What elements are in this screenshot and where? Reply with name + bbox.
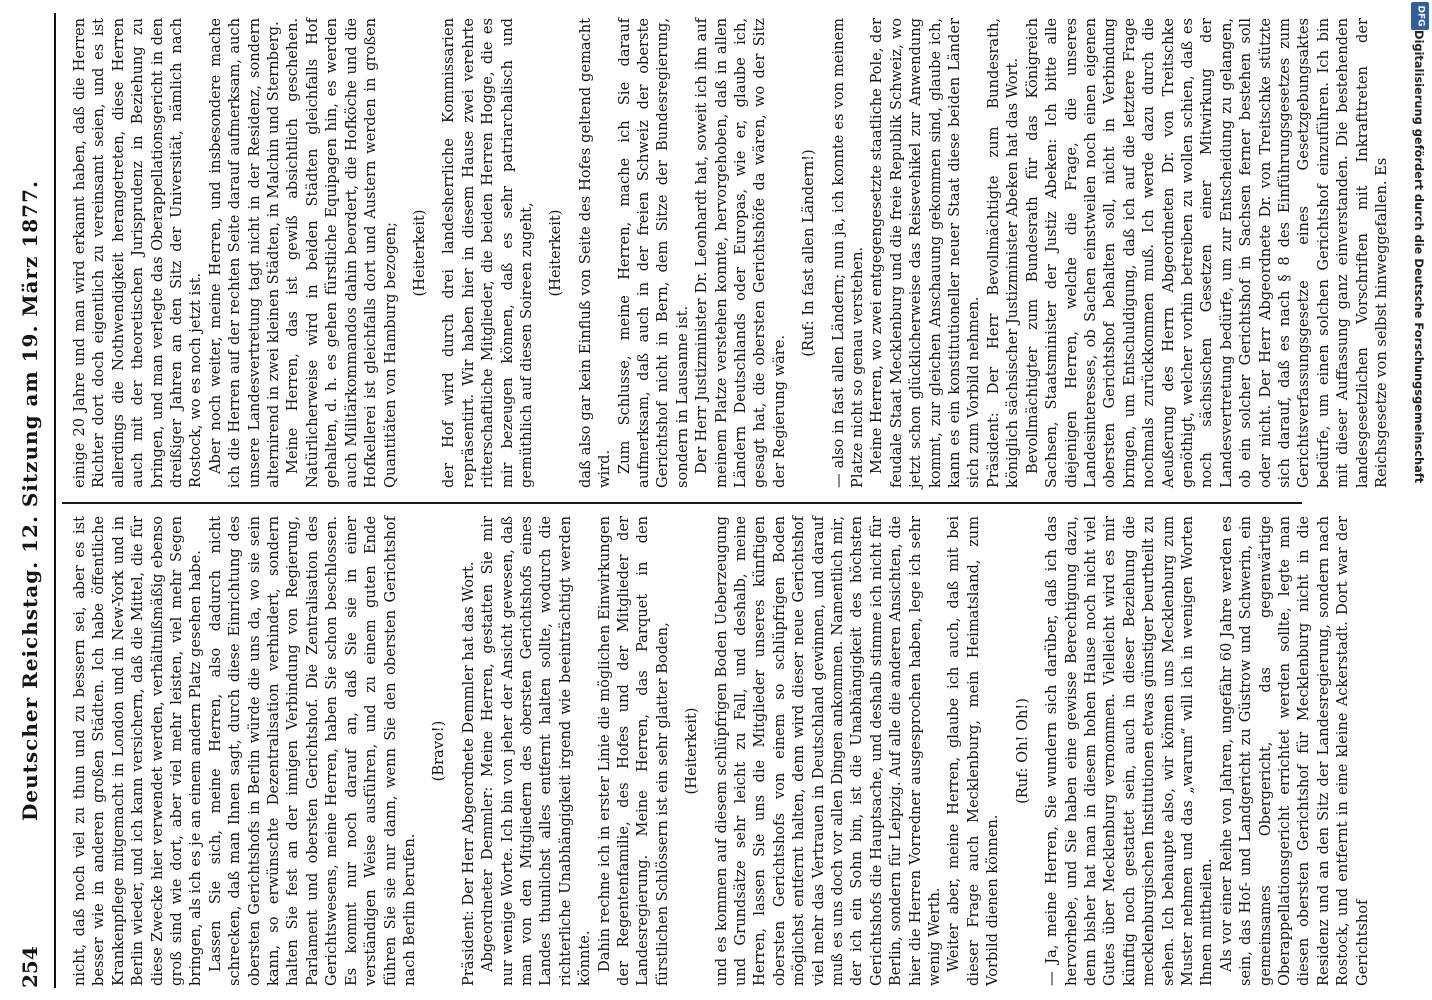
paragraph: Zum Schlusse, meine Herren, mache ich Sie darauf aufmerksam, daß auch in der freien Schweiz der oberste Gerichtshof nicht in Bern, dem Sitze der Bundesregierung, sondern in Lausanne ist. xyxy=(615,18,691,488)
paragraph: der Hof wird durch drei landesherrliche Kommissarien repräsentirt. Wir haben hier in diesem Hause zwei verehrte ritterschaftliche Mitglieder, die beiden Herren Hogge, die es mir bezeugen können, daß es sehr patriarchalisch und gemüthlich auf diesen Soireen zugeht, xyxy=(440,18,535,488)
column-divider xyxy=(62,502,1302,504)
interjection: (Ruf: Oh! Oh!) xyxy=(1013,698,1031,804)
interjection: (Heiterkeit) xyxy=(410,209,428,297)
paragraph: — also in fast allen Ländern; nun ja, ich konnte es von meinem Platze nicht so genau verstehen. xyxy=(829,18,867,488)
side-footer-text: Digitalisierung gefördert durch die Deutsche Forschungsgemeinschaft xyxy=(1412,30,1426,484)
interjection: (Heiterkeit) xyxy=(683,707,701,795)
paragraph: — Ja, meine Herren, Sie wundern sich darüber, daß ich das hervorhebe, und Sie haben eine gewisse Berechtigung dazu, denn bisher hat man in diesem hohen Hause noch nicht viel Gutes über Mecklenburg vernommen. Vielleicht wird es mir künftig noch gestattet sein, auch in dieser Beziehung die mecklenburgischen Institutionen etwas günstiger beurtheilt zu sehen. Ich behaupte also, wir können uns Mecklenburg zum Muster nehmen und das „warum“ will ich in wenigen Worten Ihnen mittheilen. xyxy=(1043,516,1216,986)
paragraph: Meine Herren, wo zwei entgegengesetzte staatliche Pole, der feudale Staat Mecklenburg und die freie Republik Schweiz, wo jetzt schon glücklicherweise das Reisevehikel zur Anwendung kommt, zur gleichen Anschauung gekommen sind, glaube ich, kann es ein konstitutioneller neuer Staat diese beiden Länder sich zum Vorbild nehmen. xyxy=(868,18,983,488)
paragraph: Bevollmächtigter zum Bundesrath für das Königreich Sachsen, Staatsminister der Justiz Abeken: Ich bitte alle diejenigen Herren, welche die Frage, die unseres Landesinteresses, ob Sachen einstweilen noch einen eigenen obersten Gerichtshof behalten soll, nicht in Verbindung bringen, um Entschuldigung, daß ich auf die letztere Frage nochmals zurückkommen muß. Ich werde dazu durch die Aeußerung des Herrn Abgeordneten Dr. von Treitschke genöthigt, welcher vorhin betreiben zu wollen schien, daß es noch sächsischen Gesetzen einer Mitwirkung der Landesvertretung bedürfe, um zur Entscheidung zu gelangen, ob ein solcher Gerichtshof in Sachsen ferner bestehen soll oder nicht. Der Herr Abgeordnete Dr. von Treitschke stützte sich darauf, daß es nach § 8 des Einführungsgesetzes zum Gerichtsverfassungsgesetze eines Gesetzgebungsaktes bedürfe, um einen solchen Gerichtshof einzuführen. Ich bin mit dieser Auffassung ganz einverstanden. Die bestehenden landesgesetzlichen Vorschriften mit Inkrafttreten der Reichsgesetze von selbst hinweggefallen. Es xyxy=(1023,18,1390,488)
dfg-logo xyxy=(1411,2,1429,30)
paragraph: und es kommen auf diesem schlüpfrigen Boden Ueberzeugung und Grundsätze sehr leicht zu Fall, und deshalb, meine Herren, lassen Sie uns die Mitglieder unseres künftigen obersten Gerichtshofs von einem so schlüpfrigen Boden möglichst entfernt halten, denn wird dieser neue Gerichtshof viel mehr das Vertrauen in Deutschland gewinnen, und darauf muß es uns doch vor allen Dingen ankommen. Namentlich mir, der ich ein Sohn bin, ist die Unabhängigkeit des höchsten Gerichtshofs die Hauptsache, und deshalb stimme ich nicht für Berlin, sondern für Leipzig. Auf alle die anderen Ansichten, die hier die Herren Vorredner ausgesprochen haben, lege ich sehr wenig Werth. xyxy=(712,516,944,986)
paragraph: daß also gar kein Einfluß von Seite des Hofes geltend gemacht wird. xyxy=(576,18,614,488)
side-footer xyxy=(1409,30,1429,590)
paragraph: Weiter aber, meine Herren, glaube ich auch, daß mit bei dieser Frage auch Mecklenburg, mein Heimatsland, zum Vorbild dienen können. xyxy=(945,516,1002,986)
paragraph: Aber noch weiter, meine Herren, und insbesondere mache ich die Herren auf der rechten Seite darauf aufmerksam, auch unsere Landesvertretung tagt nicht in der Residenz, sondern alternirend in zwei kleinen Städten, in Malchin und Sternberg. xyxy=(206,18,283,488)
paragraph: Lassen Sie sich, meine Herren, also dadurch nicht schrecken, daß man Ihnen sagt, durch diese Einrichtung des obersten Gerichtshofs in Berlin würde die uns da, wo sie sein kann, so erwünschte Dezentralisation verhindert, sondern halten Sie fest an der innigen Verbindung von Regierung, Parlament und obersten Gerichtshof. Die Zentralisation des Gerichtswesens, meine Herren, haben Sie schon beschlossen. Es kommt nur noch darauf an, daß Sie sie in einer verständigen Weise ausführen, und zu einem guten Ende führen Sie sie nur dann, wenn Sie den obersten Gerichtshof nach Berlin berufen. xyxy=(206,516,418,986)
paragraph: einige 20 Jahre und man wird erkannt haben, daß die Herren Richter dort doch eigentlich zu vereinsamt seien, und es ist allerdings die Nothwendigkeit herangetreten, diese Herren auch mit der theoretischen Jurisprudenz in Beziehung zu bringen, und man verlegte das Oberappellationsgericht in den dreißiger Jahren an den Sitz der Universität, nämlich nach Rostock, wo es noch jetzt ist. xyxy=(71,18,205,488)
left-column xyxy=(70,516,1371,986)
right-column xyxy=(70,18,1390,488)
interjection: (Bravo!) xyxy=(430,720,448,782)
page-title: Deutscher Reichstag. 12. Sitzung am 19. März 1877. xyxy=(18,180,42,821)
paragraph: Präsident: Der Herr Bevollmächtigte zum Bundesrath, königlich sächsischer Justizminister Abeken hat das Wort. xyxy=(984,18,1022,488)
paragraph: Meine Herren, das ist gewiß absichtlich geschehen. Natürlicherweise wird in beiden Städten gleichfalls Hof gehalten, d. h. es gehen fürstliche Equipagen hin, es werden auch Militärkommandos dahin beordert, die Hofköche und die Hofkellerei ist gleichfalls dort und Austern werden in großen Quantitäten von Hamburg bezogen; xyxy=(284,18,399,488)
dfg-logo-text: DFG xyxy=(1415,5,1426,27)
interjection: (Heiterkeit) xyxy=(547,209,565,297)
paragraph: Der Herr Justizminister Dr. Leonhardt hat, soweit ich ihn auf meinem Platze verstehen konnte, hervorgehoben, daß in allen Ländern Deutschlands oder Europas, wie er, glaube ich, gesagt hat, die obersten Gerichtshöfe da wären, wo der Sitz der Regierung wäre. xyxy=(693,18,788,488)
interjection: (Ruf: In fast allen Ländern!) xyxy=(800,149,818,357)
paragraph: nicht, daß noch viel zu thun und zu bessern sei, aber es ist besser wie in anderen großen Städten. Ich habe öffentliche Krankenpflege mitgemacht in London und in New-York und in Berlin wieder, und ich kann versichern, daß die Mittel, die für diese Zwecke hier verwendet werden, verhältnißmäßig ebenso groß sind wie dort, aber viel mehr leisten, viel mehr Segen bringen, als ich es je an einem andern Platz gesehen habe. xyxy=(71,516,205,986)
paragraph: Dahin rechne ich in erster Linie die möglichen Einwirkungen der Regentenfamilie, des Hofes und der Mitglieder der Landesregierung. Meine Herren, das Parquet in den fürstlichen Schlössern ist ein sehr glatter Boden, xyxy=(595,516,671,986)
page-header xyxy=(8,13,56,988)
paragraph: Präsident: Der Herr Abgeordnete Demmler hat das Wort. xyxy=(459,561,477,986)
paragraph: Als vor einer Reihe von Jahren, ungefähr 60 Jahre werden es sein, das Hof- und Landgericht zu Güstrow und Schwerin, ein gemeinsames Obergericht, das gegenwärtige Oberappellationsgericht errichtet werden sollte, legte man diesen obersten Gerichtshof für Mecklenburg nicht in die Residenz und an den Sitz der Landesregierung, sondern nach Rostock, und entfernt in eine kleine Ackerstadt. Dort war der Gerichtshof xyxy=(1217,516,1371,986)
paragraph: Abgeordneter Demmler: Meine Herren, gestatten Sie mir nur wenige Worte. Ich bin von jeher der Ansicht gewesen, daß man von den Mitgliedern des obersten Gerichtshofs eines Landes thunlichst alles entfernt halten sollte, wodurch die richterliche Unabhängigkeit irgend wie beeinträchtigt werden könnte. xyxy=(479,516,594,986)
page-number: 254 xyxy=(18,946,42,988)
